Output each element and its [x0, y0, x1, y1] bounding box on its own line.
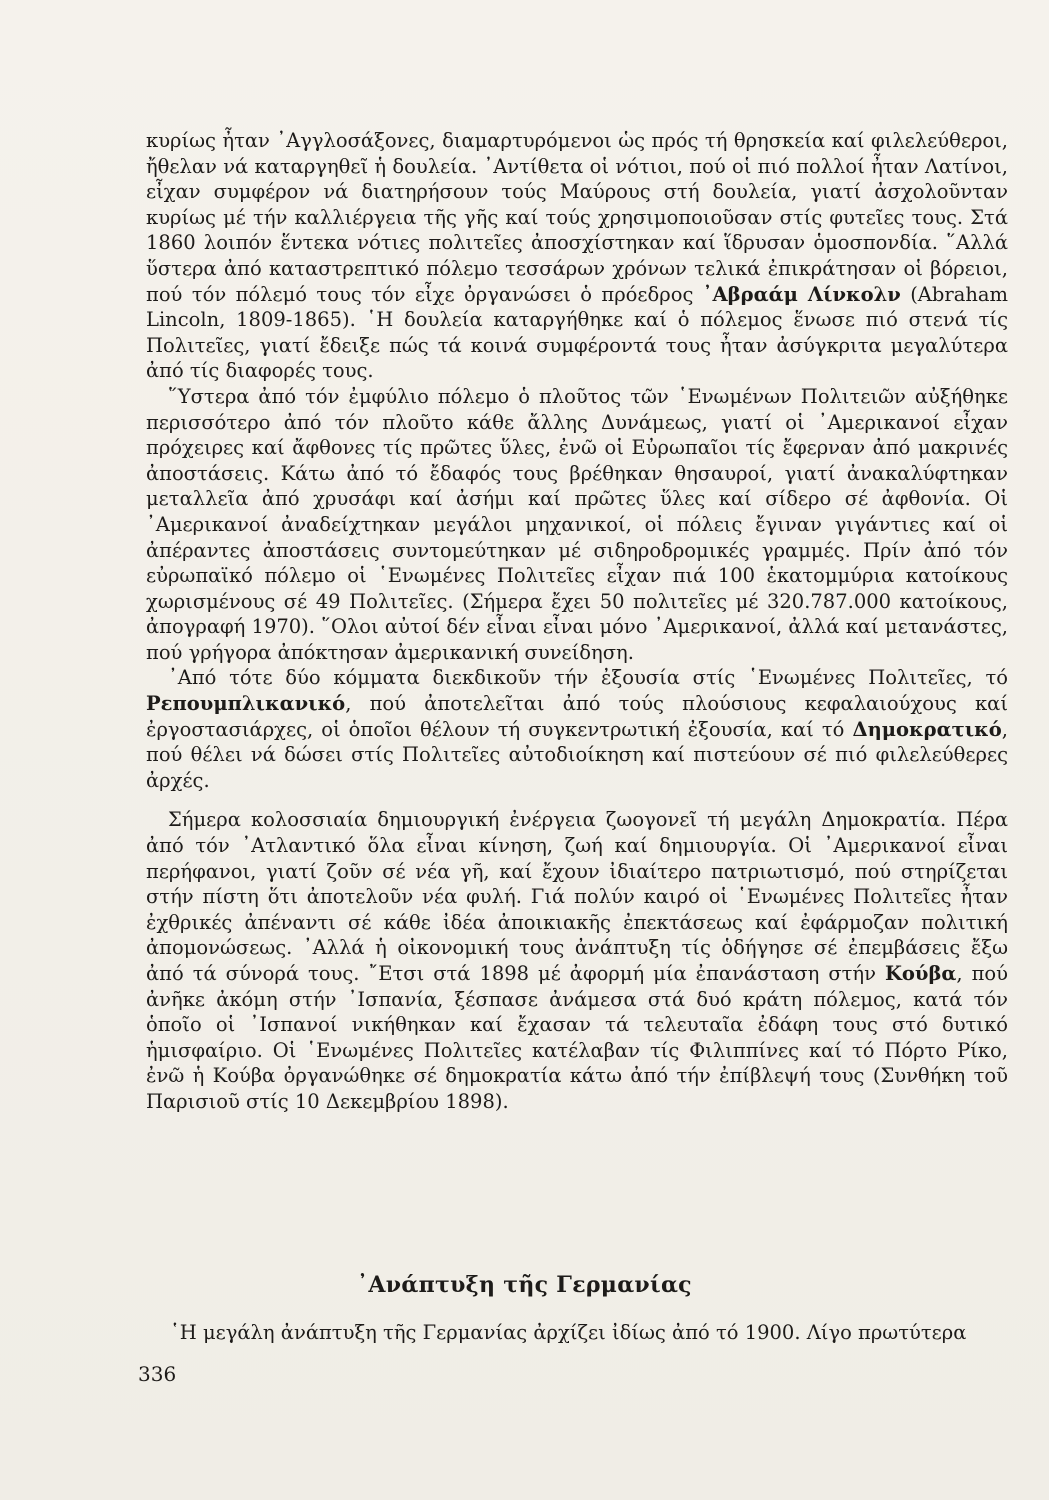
bold-term-republican: Ρεπουμπλικανικό — [146, 692, 346, 716]
paragraph-text: κυρίως ἦταν ᾿Αγγλοσάξονες, διαμαρτυρόμενοι ὡς πρός τή θρησκεία καί φιλελεύθεροι, ἤθελαν νά καταργηθεῖ ἡ δουλεία. ᾿Αντίθετα οἱ νότιοι, πού οἱ πιό πολλοί ἦταν Λατίνοι, εἶχαν συμφέρον νά διατηρήσουν τούς Μαύρους στή δουλεία, γιατί ἀσχολοῦνταν κυρίως μέ τήν καλλιέργεια τῆς γῆς καί τούς χρησιμοποιοῦσαν στίς φυτεῖες τους. Στά 1860 λοιπόν ἕντεκα νότιες πολιτεῖες ἀποσχίστηκαν καί ἵδρυσαν ὁμοσπονδία. ῞Αλλά ὕστερα ἀπό καταστρεπτικό πόλεμο τεσσάρων χρόνων τελικά ἐπικράτησαν οἱ βόρειοι, πού τόν πόλεμό τους τόν εἶχε ὀργανώσει ὁ πρόεδρος — [146, 129, 1008, 306]
paragraph-parties — [146, 665, 1008, 793]
paragraph-text: (Abraham Lincoln, 1809-1865). ῾Η δουλεία καταργήθηκε καί ὁ πόλεμος ἕνωσε πιό στενά τίς Πολιτεῖες, γιατί ἔδειξε πώς τά κοινά συμφέροντά τους ἦταν ἀσύγκριτα μεγαλύτερα ἀπό τίς διαφορές τους. — [146, 282, 1008, 383]
paragraph-today — [146, 807, 1008, 1114]
paragraph-text: , πού ἀνῆκε ἀκόμη στήν ᾿Ισπανία, ξέσπασε ἀνάμεσα στά δυό κράτη πόλεμος, κατά τόν ὁποῖο οἱ ᾿Ισπανοί νικήθηκαν καί ἔχασαν τά τελευταῖα ἐδάφη τους στό δυτικό ἡμισφαίριο. Οἱ ῾Ενωμένες Πολιτεῖες κατέλαβαν τίς Φιλιππίνες καί τό Πόρτο Ρίκο, ἐνῶ ἡ Κούβα ὀργανώθηκε σέ δημοκρατία κάτω ἀπό τήν ἐπίβλεψή τους (Συνθήκη τοῦ Παρισιοῦ στίς 10 Δεκεμβρίου 1898). — [146, 962, 1008, 1113]
bold-term-democratic: Δημοκρατικό — [852, 717, 1002, 741]
paragraph-text: , πού ἀποτελεῖται ἀπό τούς πλούσιους κεφαλαιούχους καί ἐργοστασιάρχες, οἱ ὁποῖοι θέλουν τή συγκεντρωτική ἐξουσία, καί τό — [146, 692, 1008, 741]
paragraph-text: Σήμερα κολοσσιαία δημιουργική ἐνέργεια ζωογονεῖ τή μεγάλη Δημοκρατία. Πέρα ἀπό τόν ᾿Ατλαντικό ὅλα εἶναι κίνηση, ζωή καί δημιουργία. Οἱ ᾿Αμερικανοί εἶναι περήφανοι, γιατί ζοῦν σέ νέα γῆ, καί ἔχουν ἰδιαίτερο πατριωτισμό, πού στηρίζεται στήν πίστη ὅτι ἀποτελοῦν νέα φυλή. Γιά πολύν καιρό οἱ ῾Ενωμένες Πολιτεῖες ἦταν ἐχθρικές ἀπέναντι σέ κάθε ἰδέα ἀποικιακῆς ἐπεκτάσεως καί ἐφάρμοζαν πολιτική ἀπομονώσεως. ᾿Αλλά ἡ οἰκονομική τους ἀνάπτυξη τίς ὁδήγησε σέ ἐπεμβάσεις ἔξω ἀπό τά σύνορά τους. ῎Ετσι στά 1898 μέ ἀφορμή μία ἐπανάσταση στήν — [146, 808, 1008, 985]
paragraph-wealth — [146, 384, 1008, 666]
paragraph-civil-war — [146, 128, 1008, 384]
paragraph-text: , πού θέλει νά δώσει στίς Πολιτεῖες αὐτοδιοίκηση καί πιστεύουν σέ πιό φιλελεύθερες ἀρχές. — [146, 717, 1008, 792]
section-first-line: ῾Η μεγάλη ἀνάπτυξη τῆς Γερμανίας ἀρχίζει ἰδίως ἀπό τό 1900. Λίγο πρωτύτερα — [170, 1321, 967, 1344]
paragraph-text: ῞Υστερα ἀπό τόν ἐμφύλιο πόλεμο ὁ πλοῦτος τῶν ῾Ενωμένων Πολιτειῶν αὐξήθηκε περισσότερο ἀπό τόν πλοῦτο κάθε ἄλλης Δυνάμεως, γιατί οἱ ᾿Αμερικανοί εἶχαν πρόχειρες καί ἄφθονες τίς πρῶτες ὕλες, ἐνῶ οἱ Εὐρωπαῖοι τίς ἔφερναν ἀπό μακρινές ἀποστάσεις. Κάτω ἀπό τό ἔδαφός τους βρέθηκαν θησαυροί, γιατί ἀνακαλύφτηκαν μεταλλεῖα ἀπό χρυσάφι καί ἀσήμι καί πρῶτες ὕλες καί σίδερο σέ ἀφθονία. Οἱ ᾿Αμερικανοί ἀναδείχτηκαν μεγάλοι μηχανικοί, οἱ πόλεις ἔγιναν γιγάντιες καί οἱ ἀπέραντες ἀποστάσεις συντομεύτηκαν μέ σιδηροδρομικές γραμμές. Πρίν ἀπό τόν εὐρωπαϊκό πόλεμο οἱ ῾Ενωμένες Πολιτεῖες εἶχαν πιά 100 ἑκατομμύρια κατοίκους χωρισμένους σέ 49 Πολιτεῖες. (Σήμερα ἔχει 50 πολιτεῖες μέ 320.787.000 κατοίκους, ἀπογραφή 1970). ῞Ολοι αὐτοί δέν εἶναι εἶναι μόνο ᾿Αμερικανοί, ἀλλά καί μετανάστες, πού γρήγορα ἀπόκτησαν ἀμερικανική συνείδηση. — [146, 384, 1008, 664]
body-text — [146, 128, 1008, 1115]
bold-term-lincoln: ᾿Αβραάμ Λίνκολν — [702, 282, 901, 306]
paragraph-text: ᾿Από τότε δύο κόμματα διεκδικοῦν τήν ἐξουσία στίς ῾Ενωμένες Πολιτεῖες, τό — [168, 666, 1008, 690]
bold-term-cuba: Κούβα — [884, 962, 957, 985]
section-heading: ᾿Ανάπτυξη τῆς Γερμανίας — [357, 1272, 692, 1298]
page-number: 336 — [138, 1362, 177, 1386]
